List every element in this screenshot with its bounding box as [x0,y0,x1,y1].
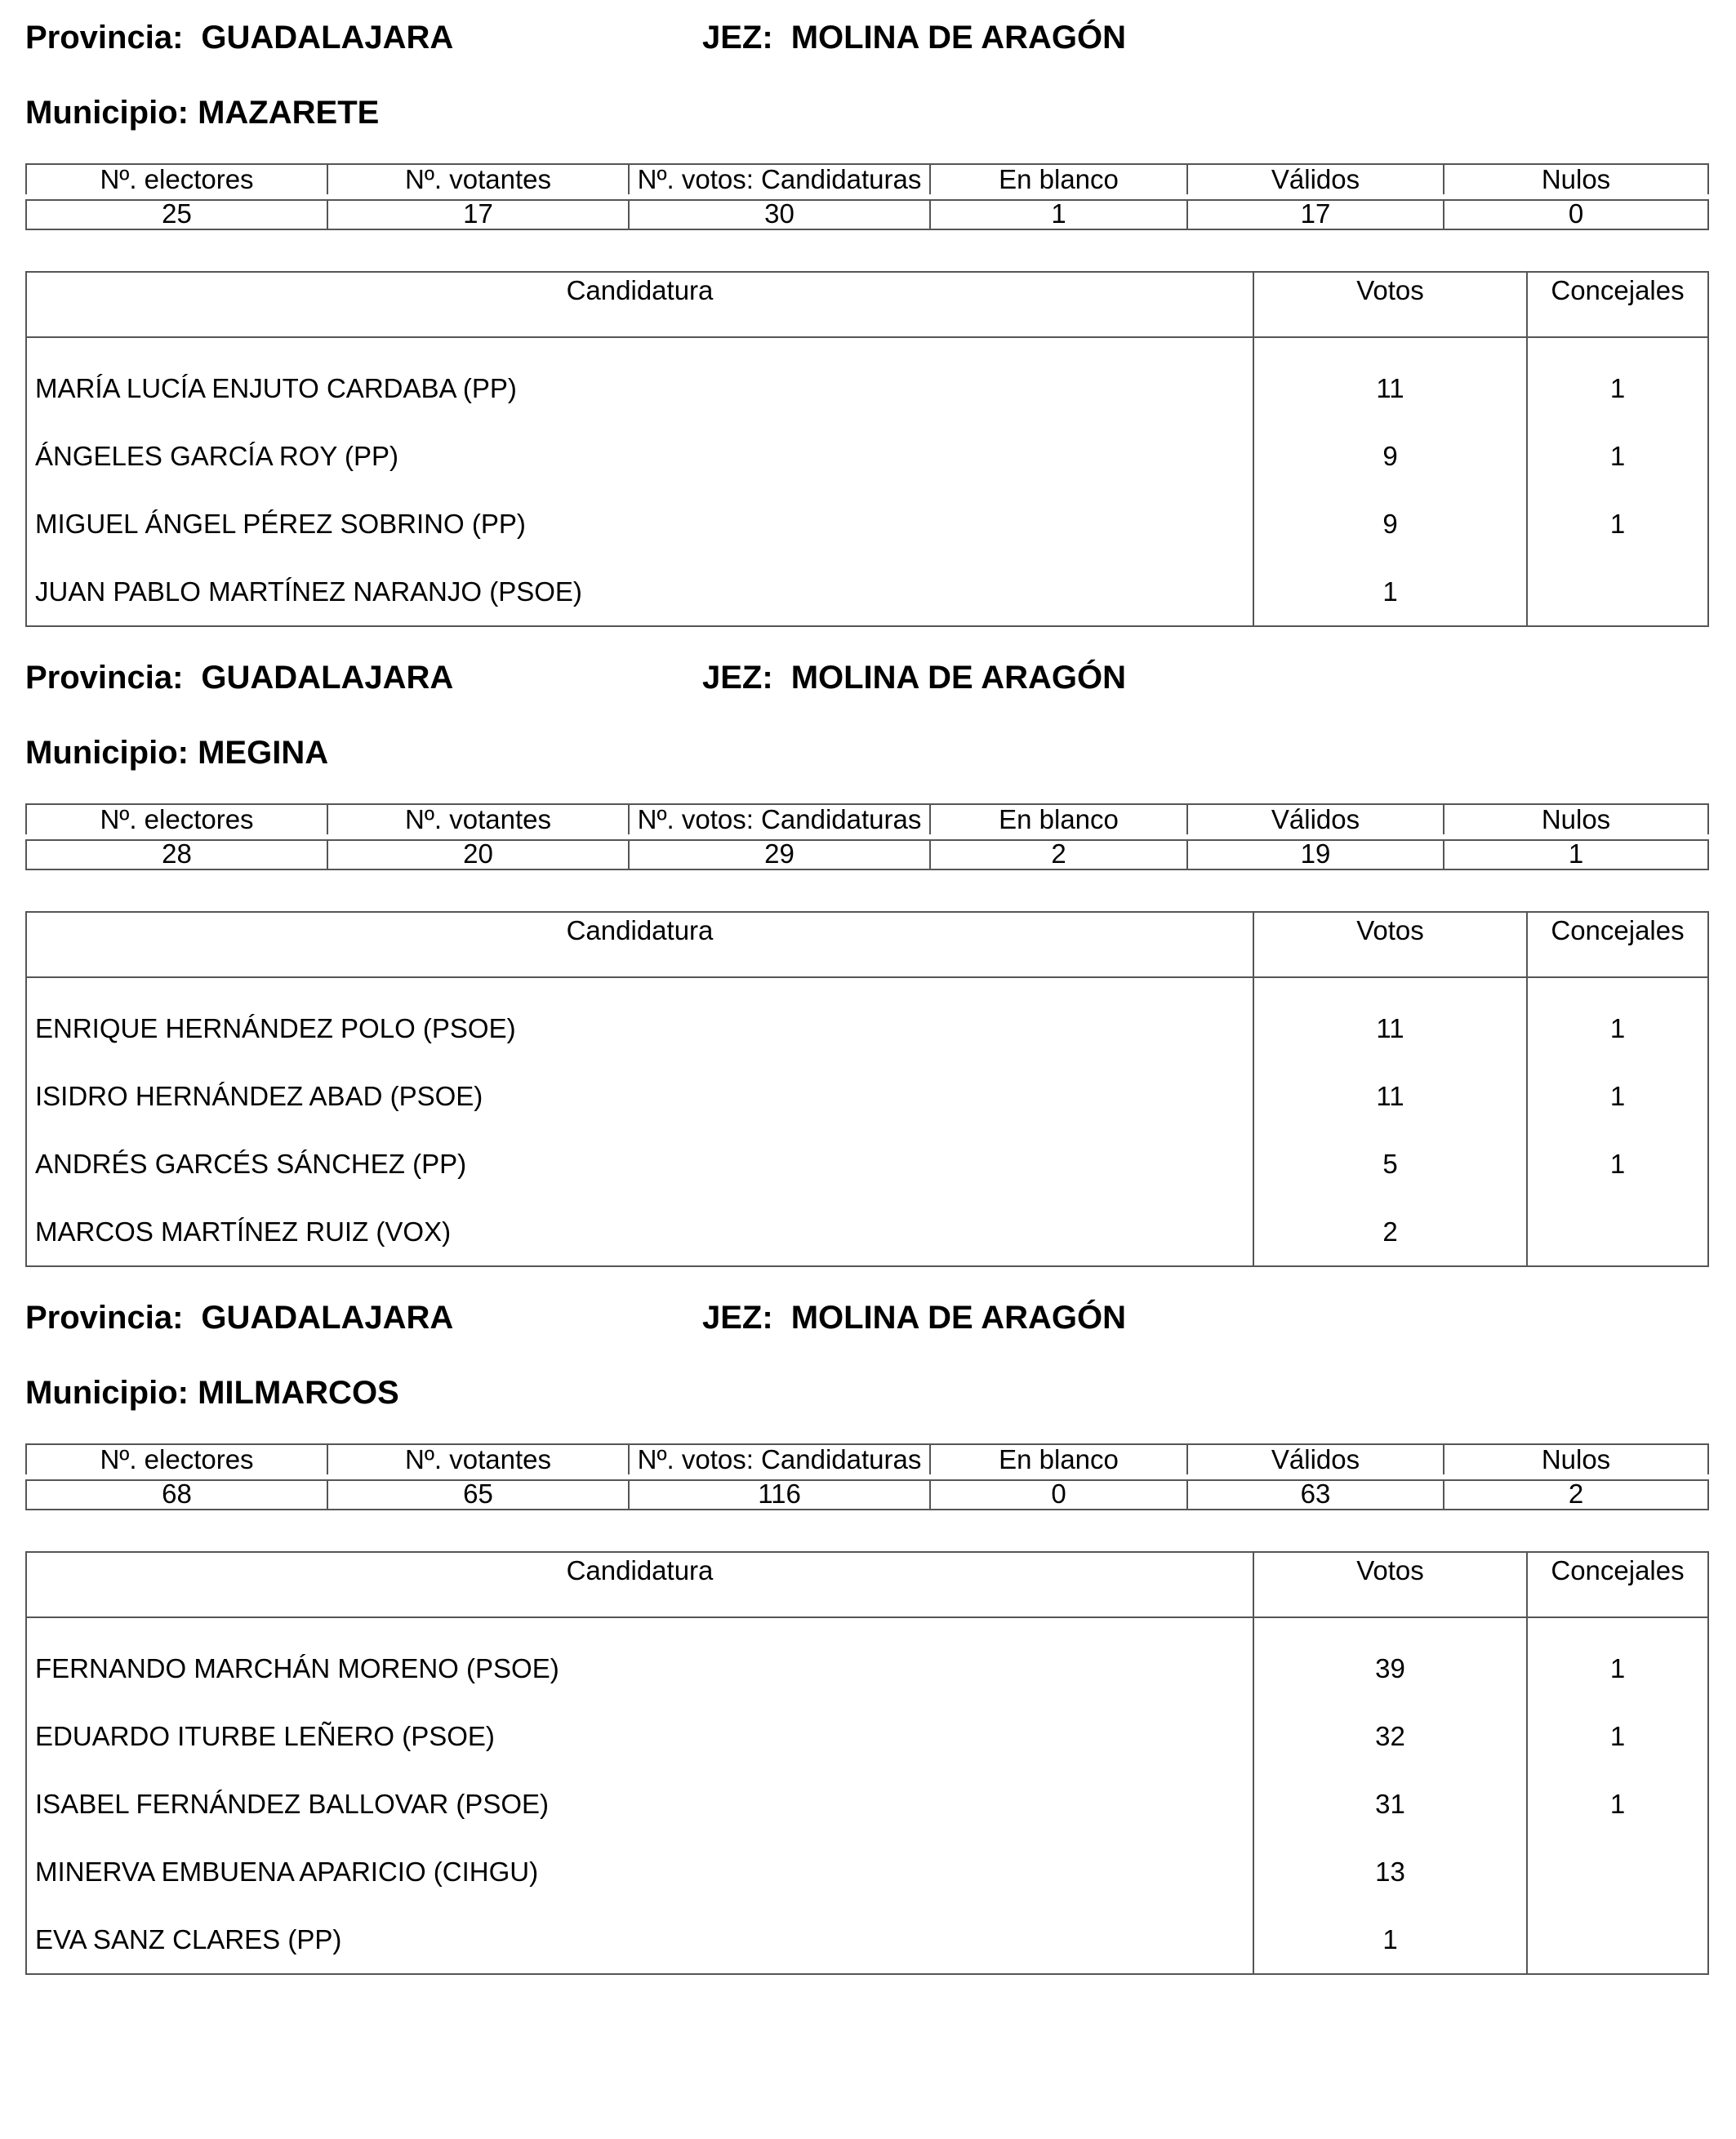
candidate-votos: 13 [1253,1838,1527,1906]
stats-header-votos-candidaturas: Nº. votos: Candidaturas [629,1444,930,1477]
candidate-concejales: 1 [1527,1130,1708,1198]
stats-en-blanco: 2 [930,837,1187,869]
municipio-header [25,1373,399,1412]
stats-electores: 68 [26,1477,327,1510]
candidate-row [26,422,1708,490]
municipio-value: MEGINA [198,735,329,771]
candidate-votos: 11 [1253,1062,1527,1130]
stats-table [25,1443,1709,1510]
stats-electores: 28 [26,837,327,869]
municipio-value: MILMARCOS [198,1375,399,1411]
spacer-row [26,977,1708,994]
candidate-concejales: 1 [1527,1062,1708,1130]
stats-votos-candidaturas: 116 [629,1477,930,1510]
candidate-concejales: 1 [1527,1702,1708,1770]
candidate-name: MINERVA EMBUENA APARICIO (CIHGU) [26,1838,1253,1906]
stats-header-row [26,164,1708,197]
stats-nulos: 0 [1444,197,1708,229]
provincia-value: GUADALAJARA [201,660,454,696]
candidate-name: ÁNGELES GARCÍA ROY (PP) [26,422,1253,490]
header-concejales: Concejales [1527,912,1708,977]
stats-votos-candidaturas: 29 [629,837,930,869]
jez-value: MOLINA DE ARAGÓN [790,1300,1127,1336]
stats-nulos: 1 [1444,837,1708,869]
candidate-concejales: 1 [1527,1634,1708,1702]
provincia-value: GUADALAJARA [201,20,454,56]
stats-header-votantes: Nº. votantes [327,804,629,837]
candidate-name: EDUARDO ITURBE LEÑERO (PSOE) [26,1702,1253,1770]
stats-header-en-blanco: En blanco [930,164,1187,197]
candidate-votos: 11 [1253,994,1527,1062]
stats-header-nulos: Nulos [1444,164,1708,197]
section-milmarcos [25,1295,1707,1981]
provincia-value: GUADALAJARA [201,1300,454,1336]
provincia-label: Provincia: [25,660,184,696]
candidate-concejales: 1 [1527,490,1708,558]
stats-header-votos-candidaturas: Nº. votos: Candidaturas [629,804,930,837]
candidate-row [26,1838,1708,1906]
stats-validos: 17 [1187,197,1444,229]
stats-header-nulos: Nulos [1444,804,1708,837]
stats-value-row [26,197,1708,229]
candidates-header-row [26,272,1708,337]
candidate-row [26,1770,1708,1838]
provincia-header [25,658,453,697]
candidate-row [26,994,1708,1062]
stats-header-en-blanco: En blanco [930,1444,1187,1477]
candidate-concejales: 1 [1527,1770,1708,1838]
jez-label: JEZ: [702,20,773,56]
candidate-name: JUAN PABLO MARTÍNEZ NARANJO (PSOE) [26,558,1253,626]
candidate-name: ISIDRO HERNÁNDEZ ABAD (PSOE) [26,1062,1253,1130]
stats-votos-candidaturas: 30 [629,197,930,229]
header-candidatura: Candidatura [26,912,1253,977]
candidate-concejales: 1 [1527,422,1708,490]
stats-header-votantes: Nº. votantes [327,1444,629,1477]
jez-header [702,1298,1126,1337]
candidates-table [25,1551,1709,1975]
candidate-concejales: 1 [1527,994,1708,1062]
candidate-votos: 9 [1253,490,1527,558]
jez-value: MOLINA DE ARAGÓN [790,660,1127,696]
candidates-table [25,271,1709,627]
candidate-name: ANDRÉS GARCÉS SÁNCHEZ (PP) [26,1130,1253,1198]
jez-label: JEZ: [702,660,773,696]
stats-en-blanco: 0 [930,1477,1187,1510]
candidate-votos: 11 [1253,354,1527,422]
header-candidatura: Candidatura [26,272,1253,337]
candidate-name: EVA SANZ CLARES (PP) [26,1906,1253,1974]
stats-validos: 19 [1187,837,1444,869]
candidate-votos: 31 [1253,1770,1527,1838]
stats-value-row [26,837,1708,869]
stats-votantes: 17 [327,197,629,229]
jez-header [702,658,1126,697]
candidate-concejales [1527,558,1708,626]
candidate-concejales [1527,1838,1708,1906]
municipio-header [25,93,379,132]
candidate-row [26,1130,1708,1198]
stats-votantes: 65 [327,1477,629,1510]
candidate-name: MARCOS MARTÍNEZ RUIZ (VOX) [26,1198,1253,1266]
municipio-label: Municipio: [25,95,189,131]
candidate-votos: 1 [1253,1906,1527,1974]
provincia-header [25,1298,453,1337]
candidate-concejales: 1 [1527,354,1708,422]
stats-header-validos: Válidos [1187,804,1444,837]
stats-header-en-blanco: En blanco [930,804,1187,837]
provincia-label: Provincia: [25,20,184,56]
header-concejales: Concejales [1527,272,1708,337]
stats-header-row [26,804,1708,837]
candidate-row [26,1906,1708,1974]
municipio-value: MAZARETE [198,95,380,131]
municipio-header [25,733,328,772]
candidate-name: MIGUEL ÁNGEL PÉREZ SOBRINO (PP) [26,490,1253,558]
stats-value-row [26,1477,1708,1510]
candidate-name: FERNANDO MARCHÁN MORENO (PSOE) [26,1634,1253,1702]
stats-header-votantes: Nº. votantes [327,164,629,197]
candidates-header-row [26,912,1708,977]
candidate-votos: 32 [1253,1702,1527,1770]
stats-header-electores: Nº. electores [26,164,327,197]
stats-header-electores: Nº. electores [26,1444,327,1477]
stats-header-votos-candidaturas: Nº. votos: Candidaturas [629,164,930,197]
candidate-votos: 39 [1253,1634,1527,1702]
candidates-header-row [26,1552,1708,1617]
candidate-row [26,1634,1708,1702]
header-votos: Votos [1253,912,1527,977]
candidate-name: MARÍA LUCÍA ENJUTO CARDABA (PP) [26,354,1253,422]
stats-table [25,803,1709,870]
stats-nulos: 2 [1444,1477,1708,1510]
candidate-row [26,558,1708,626]
stats-header-validos: Válidos [1187,164,1444,197]
candidate-name: ENRIQUE HERNÁNDEZ POLO (PSOE) [26,994,1253,1062]
candidate-row [26,1062,1708,1130]
candidate-votos: 1 [1253,558,1527,626]
stats-en-blanco: 1 [930,197,1187,229]
candidates-table [25,911,1709,1267]
stats-table [25,163,1709,230]
provincia-label: Provincia: [25,1300,184,1336]
candidate-row [26,1702,1708,1770]
municipio-label: Municipio: [25,735,189,771]
candidate-name: ISABEL FERNÁNDEZ BALLOVAR (PSOE) [26,1770,1253,1838]
candidate-votos: 9 [1253,422,1527,490]
section-megina [25,655,1707,1259]
candidate-row [26,1198,1708,1266]
candidate-concejales [1527,1906,1708,1974]
spacer-row [26,1617,1708,1634]
candidate-row [26,354,1708,422]
stats-votantes: 20 [327,837,629,869]
stats-validos: 63 [1187,1477,1444,1510]
header-candidatura: Candidatura [26,1552,1253,1617]
jez-label: JEZ: [702,1300,773,1336]
jez-header [702,18,1126,57]
stats-electores: 25 [26,197,327,229]
candidate-concejales [1527,1198,1708,1266]
stats-header-nulos: Nulos [1444,1444,1708,1477]
header-votos: Votos [1253,272,1527,337]
jez-value: MOLINA DE ARAGÓN [790,20,1127,56]
provincia-header [25,18,453,57]
candidate-row [26,490,1708,558]
header-concejales: Concejales [1527,1552,1708,1617]
header-votos: Votos [1253,1552,1527,1617]
spacer-row [26,337,1708,354]
municipio-label: Municipio: [25,1375,189,1411]
candidate-votos: 2 [1253,1198,1527,1266]
section-mazarete [25,15,1707,619]
stats-header-validos: Válidos [1187,1444,1444,1477]
stats-header-row [26,1444,1708,1477]
stats-header-electores: Nº. electores [26,804,327,837]
candidate-votos: 5 [1253,1130,1527,1198]
